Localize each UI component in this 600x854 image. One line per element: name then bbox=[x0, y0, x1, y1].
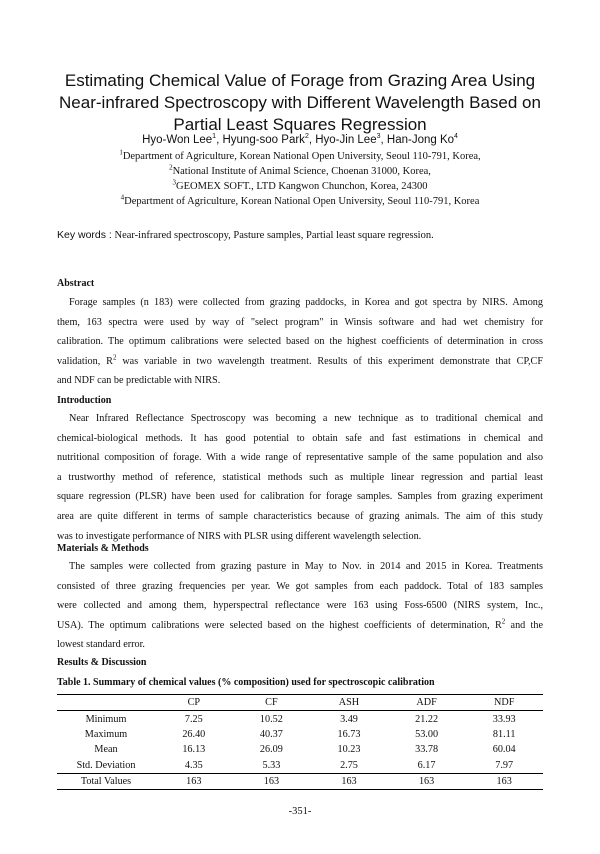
row-label: Maximum bbox=[84, 728, 128, 740]
table-cell: 6.17 bbox=[417, 759, 436, 771]
affiliation-sup: 3 bbox=[172, 178, 177, 187]
r2-sup: 2 bbox=[501, 617, 506, 626]
table-header-cell: ASH bbox=[310, 695, 388, 711]
table-cell: 40.37 bbox=[259, 728, 283, 740]
author-sup: 2 bbox=[304, 133, 309, 141]
table-cell: 7.97 bbox=[495, 759, 514, 771]
table-row bbox=[57, 773, 543, 789]
table-header-cell: CF bbox=[233, 695, 311, 711]
table-row bbox=[57, 758, 543, 774]
table-cell: 7.25 bbox=[184, 713, 203, 725]
affiliation-text: Department of Agriculture, Korean National Open University, Seoul 110-791, Korea, bbox=[122, 151, 481, 162]
table-row bbox=[57, 711, 543, 727]
table-cell: 26.40 bbox=[182, 728, 206, 740]
abstract-line: them, 163 spectra were used by way of "select program" in Winsis software and had wet chemistry for bbox=[57, 316, 543, 328]
table-header-cell: ADF bbox=[388, 695, 466, 711]
affiliation bbox=[40, 148, 560, 162]
affiliation bbox=[40, 163, 560, 177]
affiliation bbox=[40, 178, 560, 192]
affiliation bbox=[40, 193, 560, 207]
methods-line-prefix: USA). The optimum calibrations were selected based on the highest coefficients of determination, R bbox=[57, 619, 502, 631]
abstract-line: calibration. The optimum calibrations were selected based on the highest coefficients of determination in cross bbox=[57, 336, 543, 348]
title-line: Estimating Chemical Value of Forage from Grazing Area Using bbox=[64, 71, 536, 90]
abstract-line: Forage samples (n 183) were collected from grazing paddocks, in Korea and got spectra by NIRS. Among bbox=[69, 297, 543, 308]
affiliation-sup: 4 bbox=[120, 193, 125, 202]
methods-line-suffix: and the bbox=[505, 619, 543, 631]
table-cell: 53.00 bbox=[415, 728, 439, 740]
row-label: Total Values bbox=[57, 773, 155, 789]
table-cell: 10.23 bbox=[337, 744, 361, 756]
author-sup: 3 bbox=[376, 133, 381, 141]
affiliation-text: GEOMEX SOFT., LTD Kangwon Chunchon, Korea, 24300 bbox=[176, 181, 428, 192]
table-cell: 16.73 bbox=[337, 728, 361, 740]
affiliation-sup: 1 bbox=[119, 148, 123, 157]
table-cell: 163 bbox=[310, 773, 388, 789]
abstract-heading: Abstract bbox=[57, 278, 95, 289]
introduction-line: area are quite different in terms of sample characteristics because of grazing animals. The aim of this study bbox=[57, 510, 543, 522]
author-name: Hyung-soo Park bbox=[222, 134, 305, 146]
table-row bbox=[57, 727, 543, 742]
introduction-body bbox=[57, 409, 543, 546]
methods-heading: Materials & Methods bbox=[57, 543, 149, 554]
table-cell: 60.04 bbox=[492, 744, 516, 756]
author-sup: 4 bbox=[454, 133, 458, 141]
table-cell: 81.11 bbox=[492, 728, 516, 740]
introduction-line: a trustworthy method of reference, statistical methods such as multiple linear regression and partial least bbox=[57, 471, 543, 483]
introduction-line: nutritional composition of forage. With a wide range of representative sample of the same population and also bbox=[57, 452, 543, 464]
author-list: Hyo-Won Lee$^1$, Hyung-soo Park$^2$, Hyo-Jin Lee$^3$, Han-Jong Ko$^4$ bbox=[142, 133, 458, 146]
introduction-line: was to investigate performance of NIRS with PLSR using different wavelength selection. bbox=[57, 530, 422, 542]
table-header-row bbox=[57, 695, 543, 711]
r2-prefix: validation, R bbox=[57, 355, 113, 367]
table-caption: Table 1. Summary of chemical values (% composition) used for spectroscopic calibration bbox=[57, 677, 435, 688]
introduction-line: square regression (PLSR) have been used for calibration for forage samples. Samples from grazing experiment bbox=[57, 491, 543, 503]
table-header-cell bbox=[57, 695, 155, 711]
page-number: -351- bbox=[288, 806, 312, 817]
author-sup: 1 bbox=[212, 133, 217, 141]
author-name: Hyo-Jin Lee bbox=[315, 134, 377, 146]
author-name: Hyo-Won Lee bbox=[142, 134, 213, 146]
methods-line: lowest standard error. bbox=[57, 639, 145, 651]
table-header-cell: CP bbox=[155, 695, 233, 711]
table-cell: 26.09 bbox=[259, 744, 283, 756]
table-cell: 10.52 bbox=[259, 713, 283, 725]
title-line: Partial Least Squares Regression bbox=[173, 115, 427, 134]
chemical-values-table bbox=[57, 694, 543, 790]
affiliation-text: National Institute of Animal Science, Choenan 31000, Korea, bbox=[172, 166, 431, 177]
table-cell: 33.93 bbox=[492, 713, 516, 725]
title-line: Near-infrared Spectroscopy with Different Wavelength Based on bbox=[59, 93, 541, 112]
row-label: Mean bbox=[94, 744, 118, 756]
introduction-heading: Introduction bbox=[57, 395, 112, 406]
paper-title bbox=[40, 70, 560, 136]
r2-sup: 2 bbox=[112, 353, 117, 362]
table-cell: 163 bbox=[465, 773, 543, 789]
abstract-line-rest: was variable in two wavelength treatment. Results of this experiment demonstrate that CP,CF bbox=[122, 355, 543, 367]
affiliation-sup: 2 bbox=[169, 163, 173, 172]
abstract-body bbox=[57, 293, 543, 391]
methods-line: consisted of three grazing frequencies per year. We got samples from each paddock. Total of 183 samples bbox=[57, 580, 543, 592]
table-cell: 5.33 bbox=[262, 759, 281, 771]
table-header-cell: NDF bbox=[465, 695, 543, 711]
keywords-text: Near-infrared spectroscopy, Pasture samples, Partial least square regression. bbox=[114, 230, 434, 241]
introduction-line: chemical-biological methods. It has good potential to obtain safe and fast estimations in chemical and bbox=[57, 432, 543, 444]
author-name: Han-Jong Ko bbox=[386, 134, 455, 146]
methods-line bbox=[57, 616, 543, 636]
affiliation-text: Department of Agriculture, Korean National Open University, Seoul 110-791, Korea bbox=[124, 196, 480, 207]
table-cell: 163 bbox=[155, 773, 233, 789]
table-cell: 2.75 bbox=[340, 759, 358, 771]
table-cell: 16.13 bbox=[182, 744, 206, 756]
row-label: Minimum bbox=[85, 713, 127, 725]
table-cell: 21.22 bbox=[415, 713, 439, 725]
methods-line: were collected and among them, hyperspectral reflectance were 163 using Foss-6500 (NIRS system, Inc., bbox=[57, 600, 543, 612]
table-cell: 4.35 bbox=[184, 759, 203, 771]
abstract-line bbox=[57, 352, 543, 372]
table-cell: 3.49 bbox=[340, 713, 358, 725]
table-row bbox=[57, 742, 543, 757]
table-cell: 163 bbox=[388, 773, 466, 789]
abstract-line: and NDF can be predictable with NIRS. bbox=[57, 375, 221, 387]
keywords-label: Key words : bbox=[57, 229, 112, 241]
table-cell: 163 bbox=[233, 773, 311, 789]
methods-line: The samples were collected from grazing pasture in May to Nov. in 2014 and 2015 in Korea. Treatments bbox=[69, 561, 543, 572]
table-cell: 33.78 bbox=[415, 744, 439, 756]
keywords bbox=[57, 229, 434, 241]
methods-body bbox=[57, 557, 543, 655]
row-label: Std. Deviation bbox=[76, 759, 136, 771]
introduction-line: Near Infrared Reflectance Spectroscopy was becoming a new technique as to traditional chemical and bbox=[69, 413, 543, 424]
results-heading: Results & Discussion bbox=[57, 657, 147, 668]
